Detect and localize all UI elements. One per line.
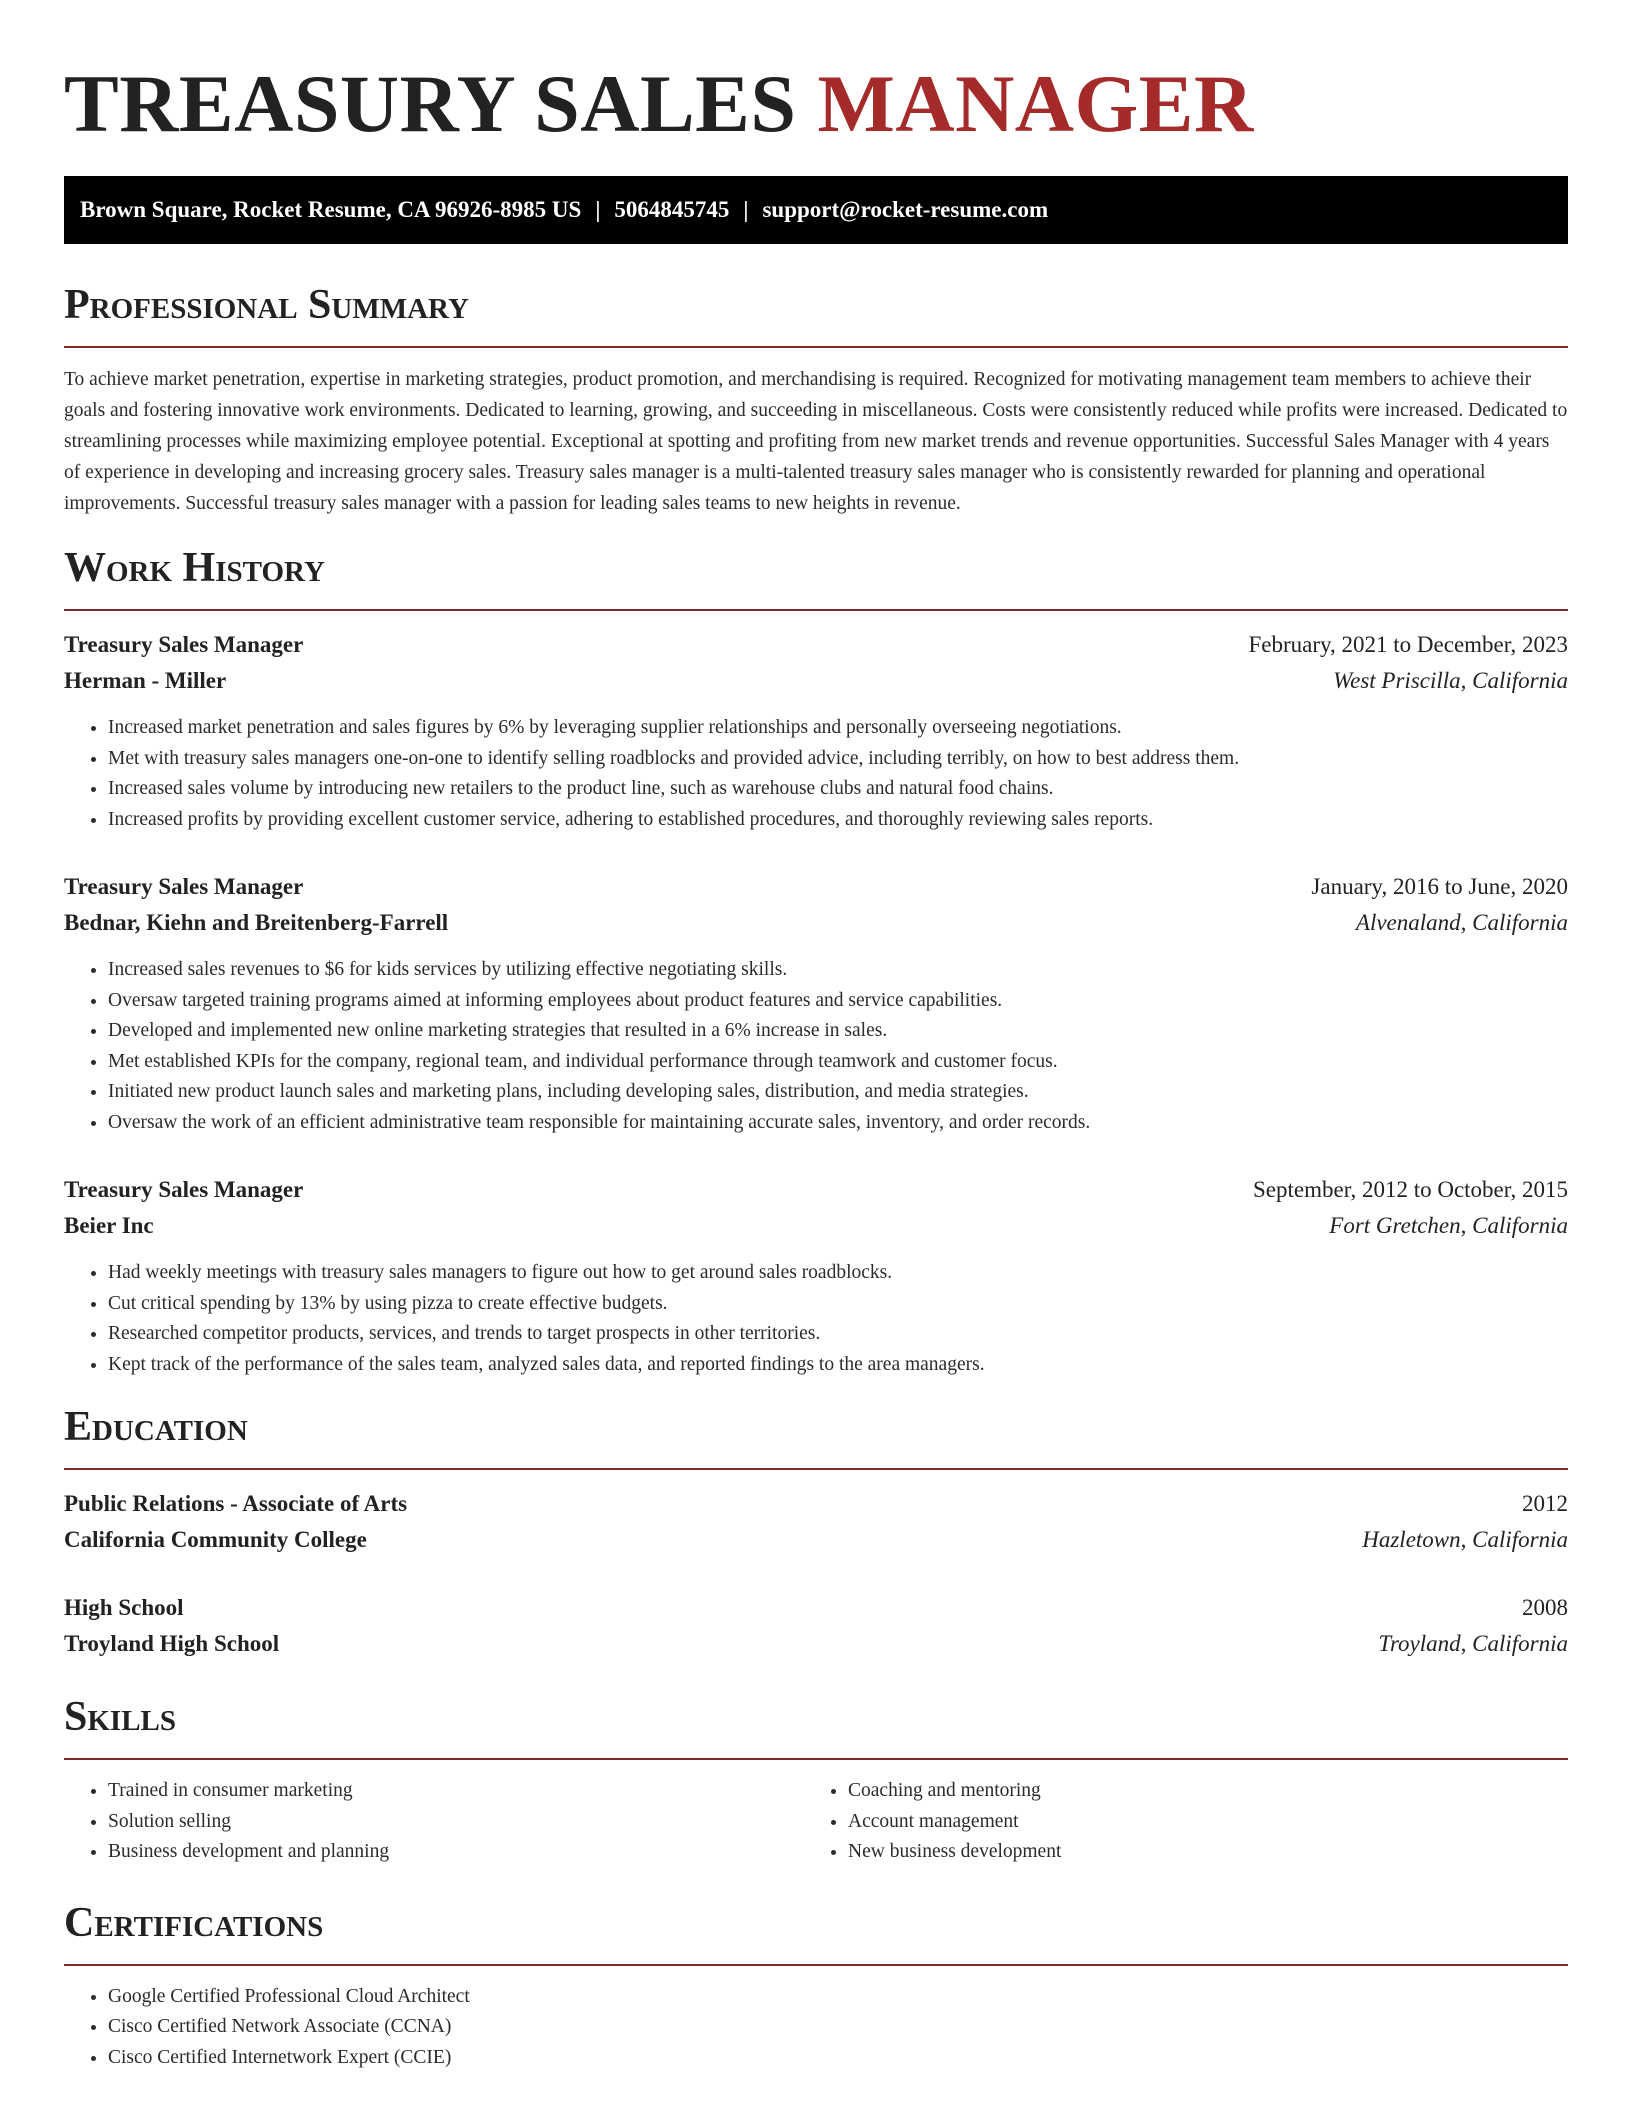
list-item: • Oversaw targeted training programs aimed at informing employees about product features and service capabilities. — [108, 986, 1568, 1017]
job-dates: February, 2021 to December, 2023 — [1248, 632, 1568, 657]
list-item: • Cisco Certified Internetwork Expert (CCIE) — [108, 2043, 1568, 2074]
list-item: • Developed and implemented new online marketing strategies that resulted in a 6% increase in sales. — [108, 1016, 1568, 1047]
education-entry — [64, 1486, 1568, 1558]
job-location: Alvenaland, California — [1355, 910, 1568, 935]
education-year: 2012 — [1522, 1491, 1568, 1516]
job-company: Herman - Miller — [64, 668, 227, 693]
list-item: • Researched competitor products, services, and trends to target prospects in other territories. — [108, 1319, 1568, 1350]
job-location: West Priscilla, California — [1333, 668, 1568, 693]
list-item: • Increased profits by providing excellent customer service, adhering to established procedures, and thoroughly reviewing sales reports. — [108, 805, 1568, 836]
education-section — [64, 1402, 1568, 1662]
work-section — [64, 543, 1568, 1380]
summary-text: To achieve market penetration, expertise in marketing strategies, product promotion, and merchandising is required. Recognized for motivating management team members to achieve their goals and fostering innovative work environments. Dedicated to learning, growing, and succeeding in miscellaneous. Costs were consistently reduced while profits were increased. Dedicated to streamlining processes while maximizing employee potential. Exceptional at spotting and profiting from new market trends and revenue opportunities. Successful Sales Manager with 4 years of experience in developing and increasing grocery sales. Treasury sales manager is a multi-talented treasury sales manager who is consistently rewarded for planning and operational improvements. Successful treasury sales manager with a passion for leading sales teams to new heights in revenue. — [64, 369, 1568, 514]
title-main: TREASURY SALES — [64, 58, 797, 149]
education-degree-row — [64, 1486, 1568, 1522]
list-item: • Cisco Certified Network Associate (CCNA) — [108, 2012, 1568, 2043]
job-bullets — [64, 713, 1568, 835]
job-title-row — [64, 869, 1568, 905]
job-dates: January, 2016 to June, 2020 — [1311, 874, 1568, 899]
work-heading: Work History — [64, 545, 325, 591]
list-item: • Met established KPIs for the company, regional team, and individual performance through teamwork and customer focus. — [108, 1047, 1568, 1078]
list-item: • Increased sales revenues to $6 for kids services by utilizing effective negotiating skills. — [108, 955, 1568, 986]
job-location: Fort Gretchen, California — [1329, 1213, 1568, 1238]
list-item: • Met with treasury sales managers one-on-one to identify selling roadblocks and provided advice, including terribly, on how to best address them. — [108, 744, 1568, 775]
title-accent: MANAGER — [817, 58, 1254, 149]
section-divider — [64, 609, 1568, 611]
job-entry — [64, 869, 1568, 1138]
list-item: • Kept track of the performance of the sales team, analyzed sales data, and reported findings to the area managers. — [108, 1350, 1568, 1381]
job-bullets — [64, 955, 1568, 1138]
resume-title — [64, 0, 1568, 150]
skills-list-left — [64, 1776, 804, 1868]
certifications-heading: Certifications — [64, 1899, 324, 1946]
job-company: Beier Inc — [64, 1213, 154, 1238]
list-item: • Coaching and mentoring — [848, 1776, 1544, 1807]
education-school: Troyland High School — [64, 1631, 280, 1656]
list-item: • Increased market penetration and sales figures by 6% by leveraging supplier relationships and personally overseeing negotiations. — [108, 713, 1568, 744]
education-entry — [64, 1590, 1568, 1662]
list-item: • Cut critical spending by 13% by using pizza to create effective budgets. — [108, 1289, 1568, 1320]
job-entry — [64, 1172, 1568, 1380]
education-school: California Community College — [64, 1527, 367, 1552]
certifications-list — [64, 1982, 1568, 2074]
section-divider — [64, 1758, 1568, 1760]
skills-section — [64, 1692, 1568, 1868]
contact-email: support@rocket-resume.com — [762, 197, 1049, 222]
section-divider — [64, 1468, 1568, 1470]
education-degree-row — [64, 1590, 1568, 1626]
education-heading: Education — [64, 1404, 248, 1450]
education-school-row — [64, 1522, 1568, 1558]
job-company-row — [64, 905, 1568, 941]
contact-separator: | — [595, 197, 601, 222]
education-degree: High School — [64, 1595, 184, 1620]
certifications-section — [64, 1898, 1568, 2074]
education-degree: Public Relations - Associate of Arts — [64, 1491, 408, 1516]
job-title-row — [64, 627, 1568, 663]
education-location: Troyland, California — [1378, 1631, 1568, 1656]
skills-heading: Skills — [64, 1694, 177, 1740]
contact-phone: 5064845745 — [614, 197, 730, 222]
skills-list-right — [804, 1776, 1544, 1868]
job-title-row — [64, 1172, 1568, 1208]
education-location: Hazletown, California — [1362, 1527, 1568, 1552]
list-item: • Initiated new product launch sales and marketing plans, including developing sales, distribution, and media strategies. — [108, 1077, 1568, 1108]
list-item: • Account management — [848, 1807, 1544, 1838]
job-company-row — [64, 663, 1568, 699]
list-item: • Solution selling — [108, 1807, 804, 1838]
list-item: • Trained in consumer marketing — [108, 1776, 804, 1807]
section-divider — [64, 1964, 1568, 1966]
contact-address: Brown Square, Rocket Resume, CA 96926-8985 US — [80, 197, 582, 222]
contact-bar — [64, 176, 1568, 244]
list-item: • Business development and planning — [108, 1837, 804, 1868]
summary-heading: Professional Summary — [64, 282, 469, 328]
job-title: Treasury Sales Manager — [64, 632, 304, 657]
summary-section — [64, 280, 1568, 519]
list-item: • Increased sales volume by introducing new retailers to the product line, such as warehouse clubs and natural food chains. — [108, 774, 1568, 805]
job-company: Bednar, Kiehn and Breitenberg-Farrell — [64, 910, 449, 935]
list-item: • Had weekly meetings with treasury sales managers to figure out how to get around sales roadblocks. — [108, 1258, 1568, 1289]
education-year: 2008 — [1522, 1595, 1568, 1620]
skills-grid — [64, 1776, 1568, 1868]
job-dates: September, 2012 to October, 2015 — [1253, 1177, 1568, 1202]
resume-page — [64, 0, 1568, 2073]
job-title: Treasury Sales Manager — [64, 1177, 304, 1202]
section-divider — [64, 346, 1568, 348]
job-entry — [64, 627, 1568, 835]
list-item: • New business development — [848, 1837, 1544, 1868]
education-school-row — [64, 1626, 1568, 1662]
list-item: • Oversaw the work of an efficient administrative team responsible for maintaining accurate sales, inventory, and order records. — [108, 1108, 1568, 1139]
list-item: • Google Certified Professional Cloud Architect — [108, 1982, 1568, 2013]
job-bullets — [64, 1258, 1568, 1380]
job-company-row — [64, 1208, 1568, 1244]
job-title: Treasury Sales Manager — [64, 874, 304, 899]
contact-separator: | — [743, 197, 749, 222]
